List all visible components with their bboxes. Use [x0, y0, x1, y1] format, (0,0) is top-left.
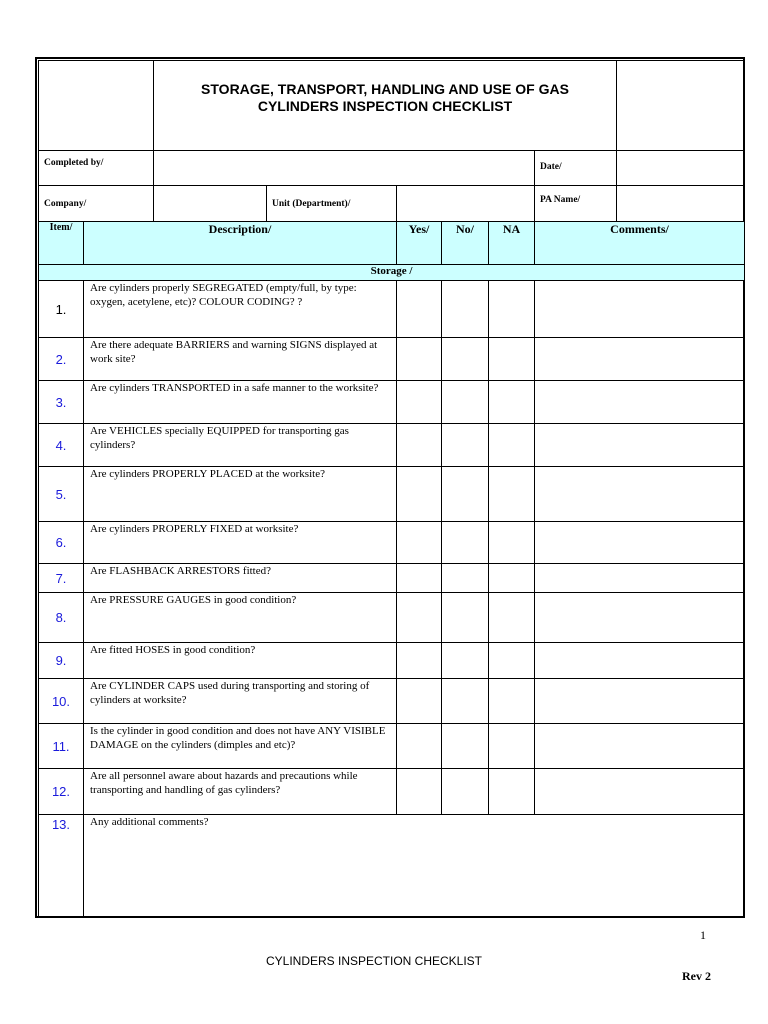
comments-cell[interactable]	[535, 643, 745, 679]
table-row	[39, 769, 745, 815]
comments-cell[interactable]	[535, 679, 745, 724]
item-number: 13.	[39, 815, 84, 917]
additional-comments-field[interactable]: Any additional comments?	[84, 815, 745, 917]
title-line-2: CYLINDERS INSPECTION CHECKLIST	[257, 98, 513, 114]
item-question: Are cylinders TRANSPORTED in a safe manner to the worksite?	[84, 381, 397, 424]
comments-cell[interactable]	[535, 467, 745, 522]
yes-cell[interactable]	[397, 338, 442, 381]
item-number: 6.	[39, 522, 84, 564]
comments-cell[interactable]	[535, 724, 745, 769]
item-question: Are fitted HOSES in good condition?	[84, 643, 397, 679]
logo-area	[39, 61, 154, 151]
section-storage: Storage /	[39, 265, 745, 281]
na-cell[interactable]	[489, 338, 535, 381]
item-number: 12.	[39, 769, 84, 815]
na-cell[interactable]	[489, 467, 535, 522]
yes-cell[interactable]	[397, 679, 442, 724]
yes-cell[interactable]	[397, 724, 442, 769]
table-row	[39, 679, 745, 724]
na-cell[interactable]	[489, 724, 535, 769]
date-label: Date/	[535, 151, 617, 186]
no-cell[interactable]	[442, 679, 489, 724]
yes-cell[interactable]	[397, 564, 442, 593]
no-cell[interactable]	[442, 381, 489, 424]
comments-cell[interactable]	[535, 522, 745, 564]
item-question: Are CYLINDER CAPS used during transporting and storing of cylinders at worksite?	[84, 679, 397, 724]
col-description: Description/	[84, 222, 397, 265]
na-cell[interactable]	[489, 381, 535, 424]
table-row	[39, 815, 745, 917]
item-question: Are VEHICLES specially EQUIPPED for transporting gas cylinders?	[84, 424, 397, 467]
no-cell[interactable]	[442, 338, 489, 381]
comments-cell[interactable]	[535, 593, 745, 643]
table-row	[39, 564, 745, 593]
yes-cell[interactable]	[397, 643, 442, 679]
item-number: 9.	[39, 643, 84, 679]
col-na: NA	[489, 222, 535, 265]
table-row	[39, 593, 745, 643]
table-row	[39, 281, 745, 338]
company-label: Company/	[39, 186, 154, 222]
unit-label: Unit (Department)/	[267, 186, 397, 222]
item-number: 10.	[39, 679, 84, 724]
document-title	[154, 61, 617, 151]
no-cell[interactable]	[442, 522, 489, 564]
na-cell[interactable]	[489, 769, 535, 815]
yes-cell[interactable]	[397, 522, 442, 564]
item-number: 3.	[39, 381, 84, 424]
item-question: Are cylinders PROPERLY FIXED at worksite?	[84, 522, 397, 564]
item-number: 7.	[39, 564, 84, 593]
item-question: Are there adequate BARRIERS and warning SIGNS displayed at work site?	[84, 338, 397, 381]
na-cell[interactable]	[489, 522, 535, 564]
completed-by-label: Completed by/	[39, 151, 154, 186]
no-cell[interactable]	[442, 724, 489, 769]
table-row	[39, 643, 745, 679]
comments-cell[interactable]	[535, 381, 745, 424]
item-number: 5.	[39, 467, 84, 522]
yes-cell[interactable]	[397, 424, 442, 467]
table-row	[39, 338, 745, 381]
table-row	[39, 724, 745, 769]
item-question: Are PRESSURE GAUGES in good condition?	[84, 593, 397, 643]
comments-cell[interactable]	[535, 564, 745, 593]
table-row	[39, 522, 745, 564]
item-question: Are cylinders PROPERLY PLACED at the worksite?	[84, 467, 397, 522]
item-question: Are cylinders properly SEGREGATED (empty/full, by type: oxygen, acetylene, etc)? COLOUR CODING? ?	[84, 281, 397, 338]
no-cell[interactable]	[442, 281, 489, 338]
yes-cell[interactable]	[397, 381, 442, 424]
na-cell[interactable]	[489, 593, 535, 643]
table-row	[39, 424, 745, 467]
footer-title: CYLINDERS INSPECTION CHECKLIST	[265, 954, 483, 968]
unit-field[interactable]	[397, 186, 535, 222]
pa-name-label: PA Name/	[535, 186, 617, 222]
date-field[interactable]	[617, 151, 745, 186]
item-number: 8.	[39, 593, 84, 643]
no-cell[interactable]	[442, 769, 489, 815]
table-row	[39, 381, 745, 424]
comments-cell[interactable]	[535, 338, 745, 381]
na-cell[interactable]	[489, 643, 535, 679]
item-number: 11.	[39, 724, 84, 769]
pa-name-field[interactable]	[617, 186, 745, 222]
col-yes: Yes/	[397, 222, 442, 265]
na-cell[interactable]	[489, 424, 535, 467]
comments-cell[interactable]	[535, 424, 745, 467]
item-question: Is the cylinder in good condition and does not have ANY VISIBLE DAMAGE on the cylinders (dimples and etc)?	[84, 724, 397, 769]
item-question: Are all personnel aware about hazards and precautions while transporting and handling of gas cylinders?	[84, 769, 397, 815]
item-question: Are FLASHBACK ARRESTORS fitted?	[84, 564, 397, 593]
corner-box	[617, 61, 745, 151]
no-cell[interactable]	[442, 564, 489, 593]
no-cell[interactable]	[442, 467, 489, 522]
completed-by-field[interactable]	[154, 151, 535, 186]
title-line-1: STORAGE, TRANSPORT, HANDLING AND USE OF GAS	[201, 81, 569, 97]
na-cell[interactable]	[489, 679, 535, 724]
no-cell[interactable]	[442, 643, 489, 679]
col-no: No/	[442, 222, 489, 265]
company-field[interactable]	[154, 186, 267, 222]
checklist-table	[38, 60, 745, 917]
no-cell[interactable]	[442, 424, 489, 467]
yes-cell[interactable]	[397, 769, 442, 815]
item-number: 1.	[39, 281, 84, 338]
revision-label: Rev 2	[682, 969, 711, 983]
yes-cell[interactable]	[397, 593, 442, 643]
comments-cell[interactable]	[535, 281, 745, 338]
no-cell[interactable]	[442, 593, 489, 643]
na-cell[interactable]	[489, 564, 535, 593]
item-number: 2.	[39, 338, 84, 381]
na-cell[interactable]	[489, 281, 535, 338]
comments-cell[interactable]	[535, 769, 745, 815]
col-comments: Comments/	[535, 222, 745, 265]
table-row	[39, 467, 745, 522]
yes-cell[interactable]	[397, 281, 442, 338]
page-number: 1	[700, 928, 706, 942]
item-number: 4.	[39, 424, 84, 467]
yes-cell[interactable]	[397, 467, 442, 522]
col-item: Item/	[39, 222, 84, 265]
